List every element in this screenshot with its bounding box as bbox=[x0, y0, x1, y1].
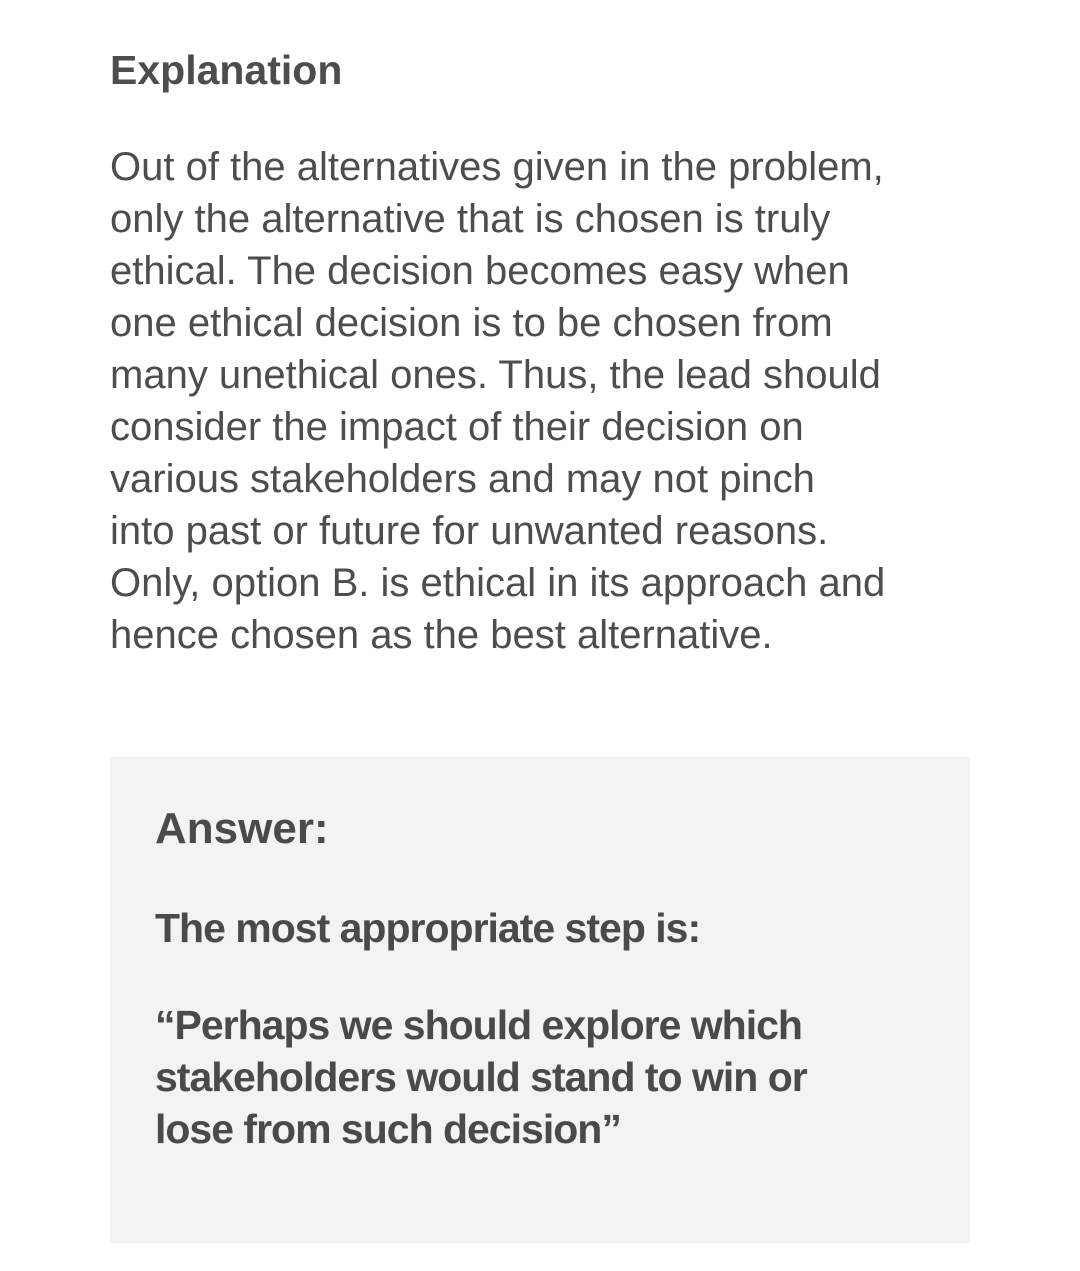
explanation-line: consider the impact of their decision on bbox=[110, 405, 804, 449]
answer-quote-line: lose from such decision” bbox=[155, 1106, 621, 1152]
explanation-line: hence chosen as the best alternative. bbox=[110, 613, 773, 657]
explanation-line: only the alternative that is chosen is truly bbox=[110, 197, 831, 241]
explanation-line: ethical. The decision becomes easy when bbox=[110, 249, 850, 293]
explanation-line: Only, option B. is ethical in its approach and bbox=[110, 561, 886, 605]
explanation-line: one ethical decision is to be chosen from bbox=[110, 301, 833, 345]
answer-box bbox=[110, 757, 970, 1243]
explanation-text bbox=[110, 141, 990, 661]
explanation-line: many unethical ones. Thus, the lead should bbox=[110, 353, 881, 397]
explanation-line: into past or future for unwanted reasons. bbox=[110, 509, 829, 553]
explanation-line: various stakeholders and may not pinch bbox=[110, 457, 815, 501]
answer-quote bbox=[155, 999, 955, 1155]
answer-quote-line: “Perhaps we should explore which bbox=[155, 1002, 802, 1048]
explanation-line: Out of the alternatives given in the problem, bbox=[110, 145, 884, 189]
answer-step-text: The most appropriate step is: bbox=[155, 905, 701, 951]
answer-label: Answer: bbox=[155, 804, 329, 853]
answer-quote-line: stakeholders would stand to win or bbox=[155, 1054, 807, 1100]
explanation-heading: Explanation bbox=[110, 47, 343, 93]
